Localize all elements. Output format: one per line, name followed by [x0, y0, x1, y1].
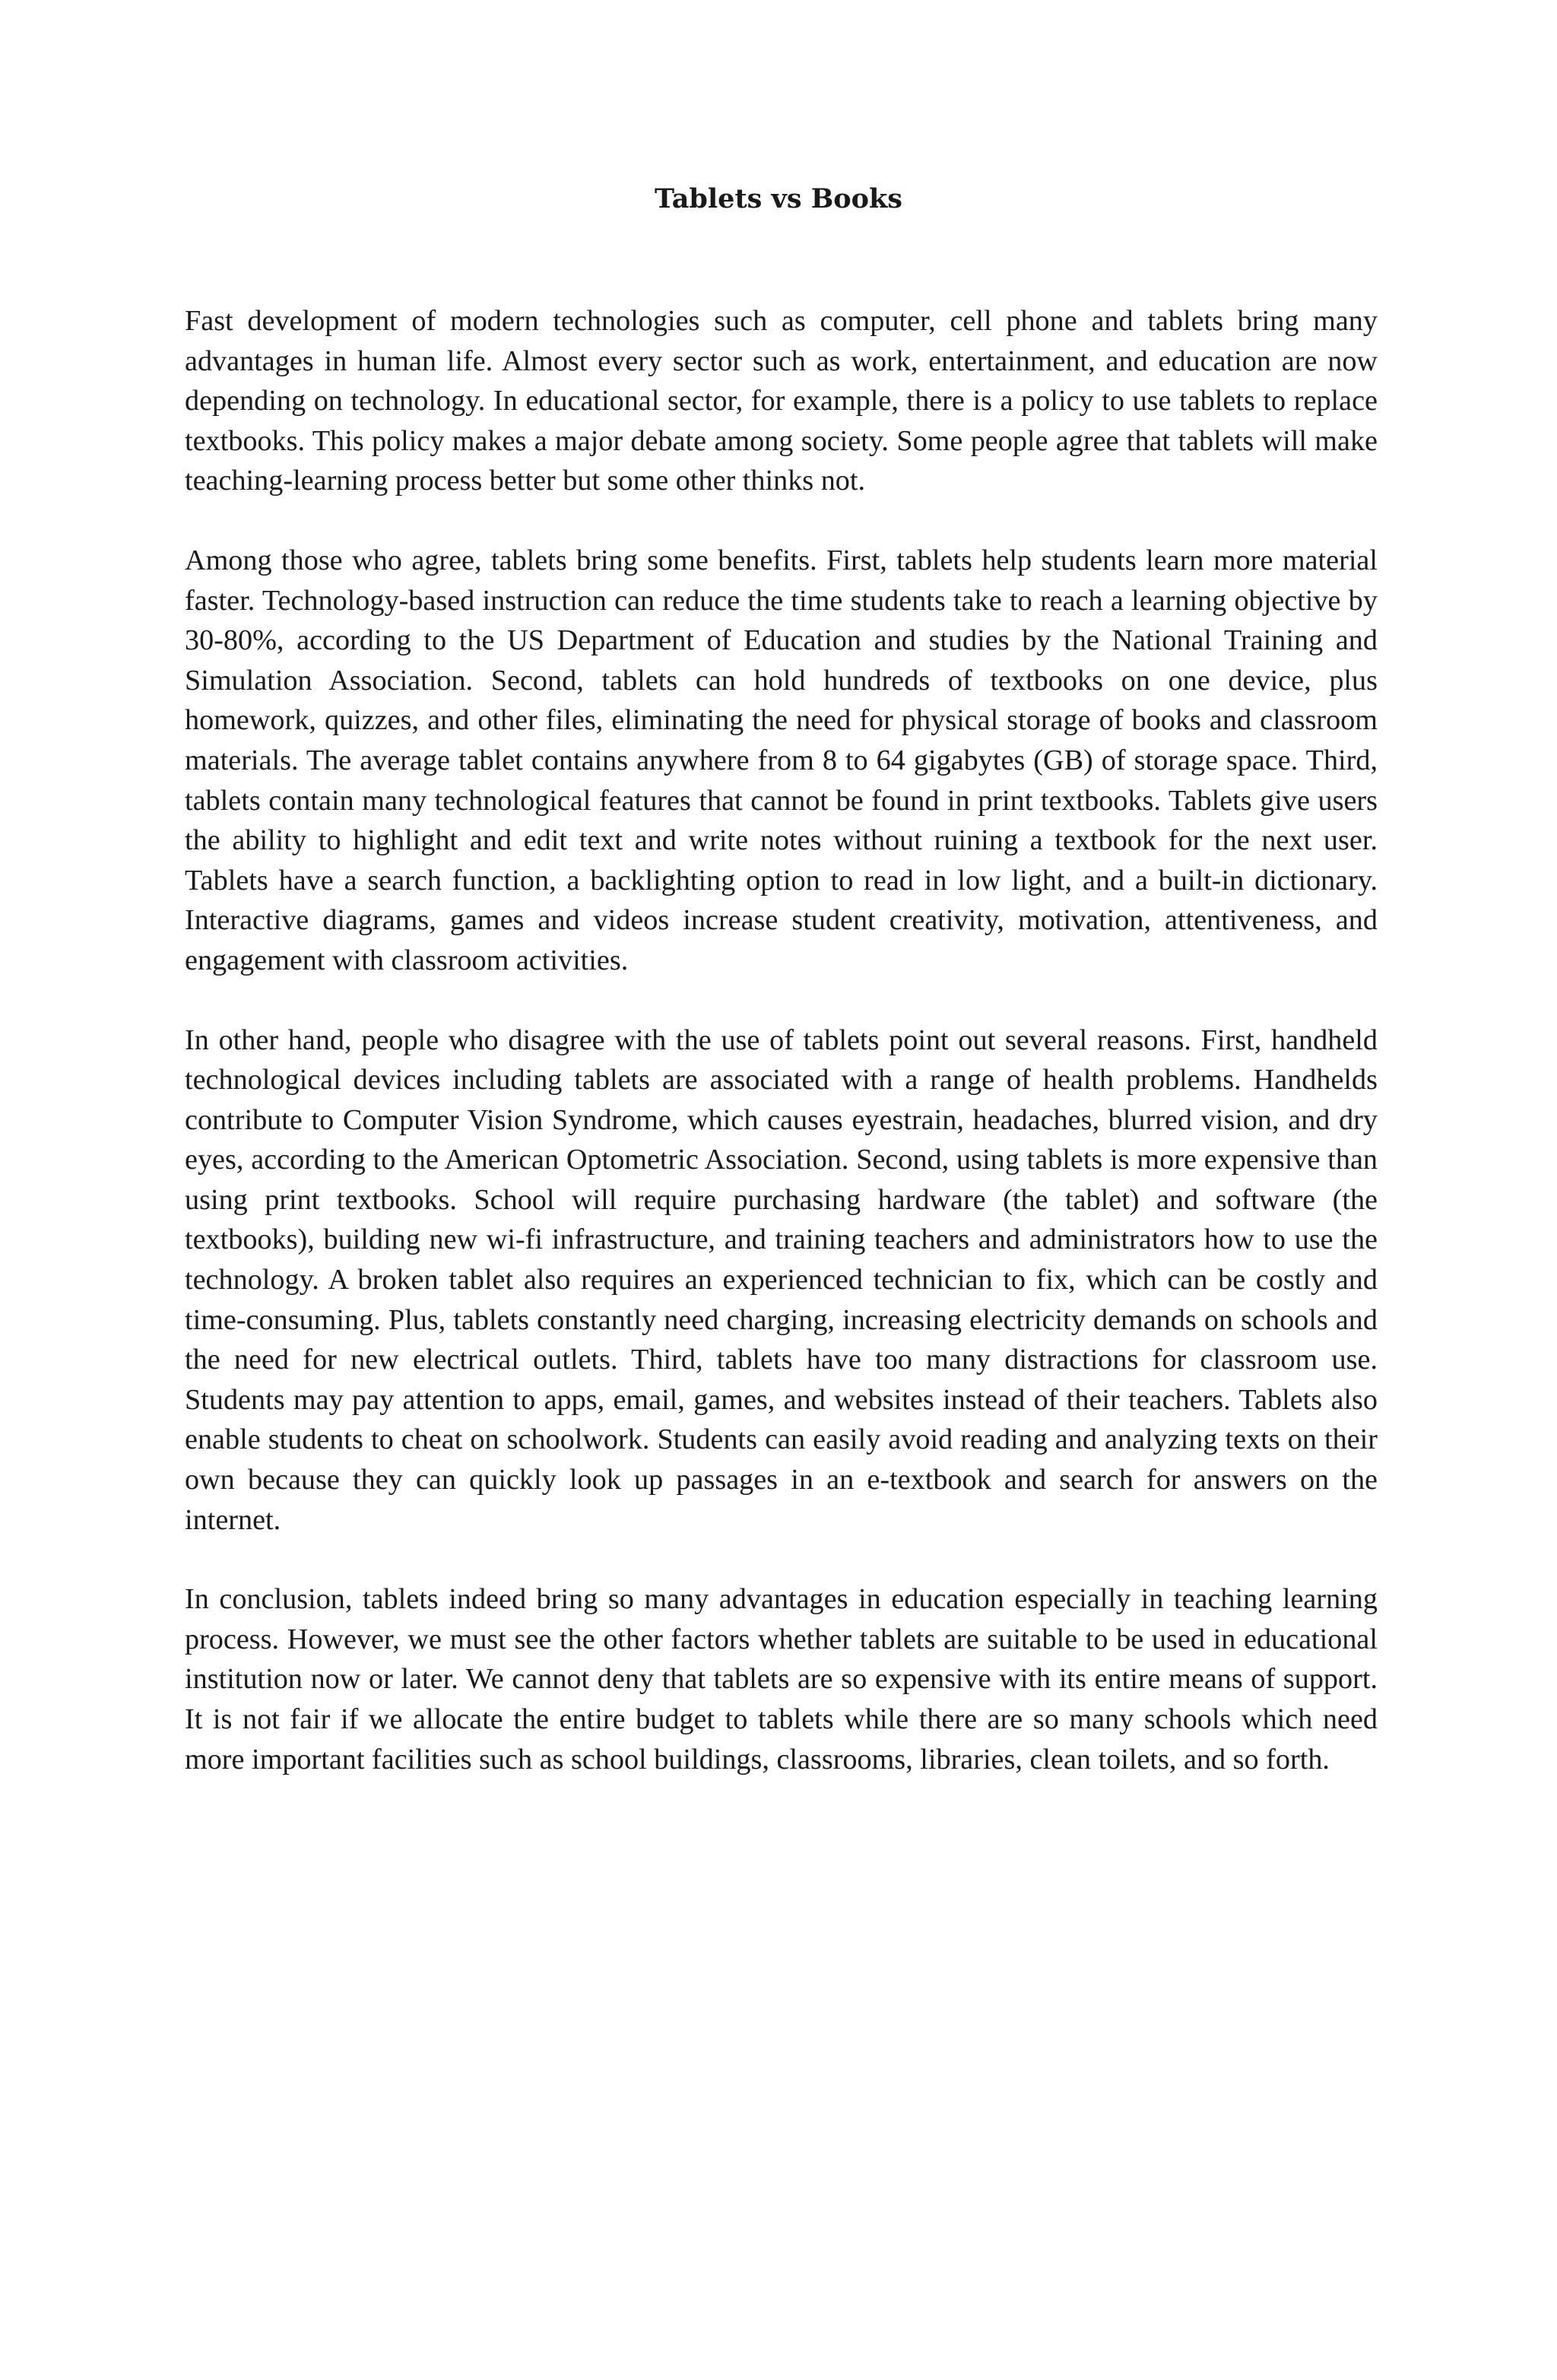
paragraph-introduction: Fast development of modern technologies such as computer, cell phone and tablets bring many advantages in human life. Almost every sector such as work, entertainment, and education are now depending on technology. In educational sector, for example, there is a policy to use tablets to replace textbooks. This policy makes a major debate among society. Some people agree that tablets will make teaching-learning process better but some other thinks not. — [185, 305, 1378, 497]
document-body — [185, 301, 1378, 1779]
document-title: Tablets vs Books — [655, 183, 902, 214]
paragraph-drawbacks: In other hand, people who disagree with the use of tablets point out several reasons. First, handheld technological devices including tablets are associated with a range of health problems. Handhelds contribute to Computer Vision Syndrome, which causes eyestrain, headaches, blurred vision, and dry eyes, according to the American Optometric Association. Second, using tablets is more expensive than using print textbooks. School will require purchasing hardware (the tablet) and software (the textbooks), building new wi-fi infrastructure, and training teachers and administrators how to use the technology. A broken tablet also requires an experienced technician to fix, which can be costly and time-consuming. Plus, tablets constantly need charging, increasing electricity demands on schools and the need for new electrical outlets. Third, tablets have too many distractions for classroom use. Students may pay attention to apps, email, games, and websites instead of their teachers. Tablets also enable students to cheat on schoolwork. Students can easily avoid reading and analyzing texts on their own because they can quickly look up passages in an e-textbook and search for answers on the internet. — [185, 1023, 1378, 1536]
paragraph-conclusion: In conclusion, tablets indeed bring so many advantages in education especially in teaching learning process. However, we must see the other factors whether tablets are suitable to be used in educational institution now or later. We cannot deny that tablets are so expensive with its entire means of support. It is not fair if we allocate the entire budget to tablets while there are so many schools which need more important facilities such as school buildings, classrooms, libraries, clean toilets, and so forth. — [185, 1583, 1378, 1775]
paragraph-benefits: Among those who agree, tablets bring some benefits. First, tablets help students learn more material faster. Technology-based instruction can reduce the time students take to reach a learning objective by 30-80%, according to the US Department of Education and studies by the National Training and Simulation Association. Second, tablets can hold hundreds of textbooks on one device, plus homework, quizzes, and other files, eliminating the need for physical storage of books and classroom materials. The average tablet contains anywhere from 8 to 64 gigabytes (GB) of storage space. Third, tablets contain many technological features that cannot be found in print textbooks. Tablets give users the ability to highlight and edit text and write notes without ruining a textbook for the next user. Tablets have a search function, a backlighting option to read in low light, and a built-in dictionary. Interactive diagrams, games and videos increase student creativity, motivation, attentiveness, and engagement with classroom activities. — [185, 544, 1378, 976]
